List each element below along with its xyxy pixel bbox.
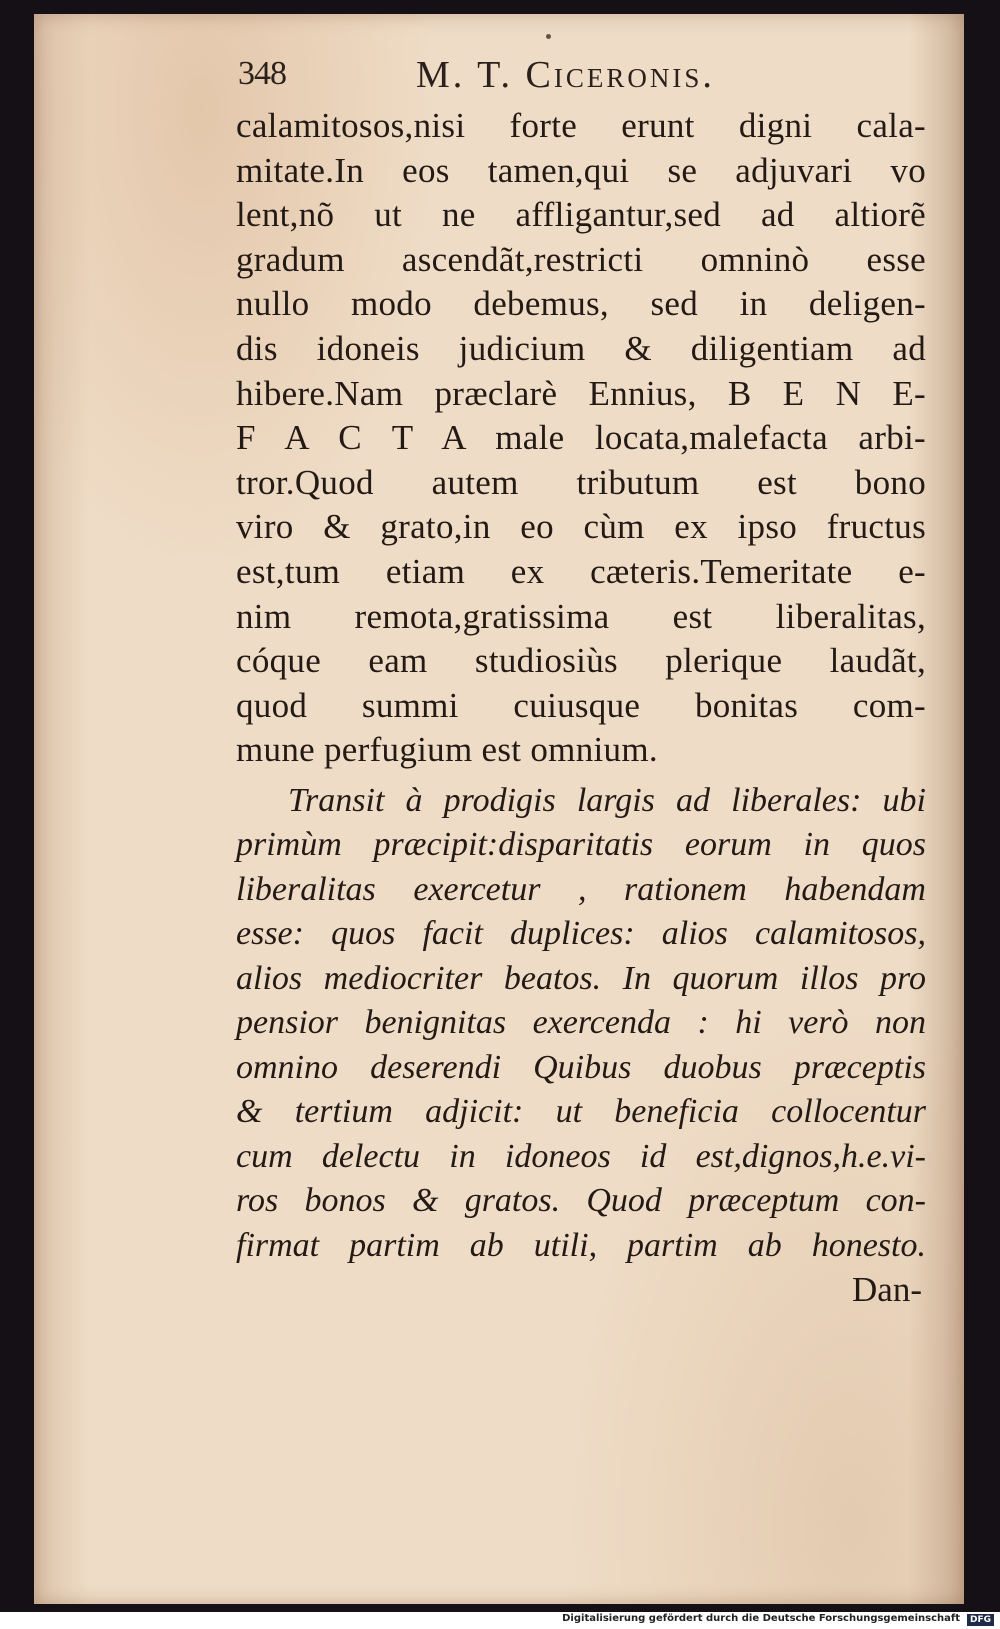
text-line: lent,nõ ut ne affligantur,sed ad altiorẽ: [236, 195, 926, 235]
text-line: hibere.Nam præclarè Ennius, B E N E-: [236, 373, 926, 413]
commentary-line: primùm præcipit:disparitatis eorum in quos: [236, 826, 926, 864]
catchword: Dan-: [852, 1270, 922, 1310]
commentary-line: alios mediocriter beatos. In quorum illos pro: [236, 959, 926, 997]
commentary-line: omnino deserendi Quibus duobus præceptis: [236, 1048, 926, 1086]
text-line: dis idoneis judicium & diligentiam ad: [236, 328, 926, 368]
text-line: viro & grato,in eo cùm ex ipso fructus: [236, 507, 926, 547]
text-line: nullo modo debemus, sed in deligen-: [236, 284, 926, 324]
text-line: quod summi cuiusque bonitas com-: [236, 685, 926, 725]
text-line: mune perfugium est omnium.: [236, 730, 658, 770]
dfg-logo-icon: DFG: [967, 1614, 994, 1626]
text-line: nim remota,gratissima est liberalitas,: [236, 596, 926, 636]
commentary-line: esse: quos facit duplices: alios calamitosos,: [236, 915, 926, 953]
text-line: gradum ascendãt,restricti omninò esse: [236, 239, 926, 279]
commentary-line: & tertium adjicit: ut beneficia collocentur: [236, 1093, 926, 1131]
commentary-line: Transit à prodigis largis ad liberales: ubi: [288, 781, 926, 819]
commentary-line: liberalitas exercetur , rationem habendam: [236, 870, 926, 908]
ink-spot: [546, 34, 551, 39]
footer-bar: [0, 1612, 1000, 1629]
text-line: est,tum etiam ex cæteris.Temeritate e-: [236, 551, 926, 591]
commentary-line: ros bonos & gratos. Quod præceptum con-: [236, 1182, 926, 1220]
running-head: [238, 55, 938, 105]
commentary-line: pensior benignitas exercenda : hi verò non: [236, 1004, 926, 1042]
funding-credit: Digitalisierung gefördert durch die Deutsche Forschungsgemeinschaft: [562, 1613, 960, 1624]
text-line: tror.Quod autem tributum est bono: [236, 462, 926, 502]
text-line: F A C T A male locata,malefacta arbi-: [236, 418, 926, 458]
commentary-line: cum delectu in idoneos id est,dignos,h.e.vi-: [236, 1137, 926, 1175]
text-line: mitate.In eos tamen,qui se adjuvari vo: [236, 150, 926, 190]
text-line: calamitosos,nisi forte erunt digni cala-: [236, 106, 926, 145]
main-text: [236, 104, 926, 1312]
text-line: cóque eam studiosiùs plerique laudãt,: [236, 641, 926, 681]
page-number: 348: [238, 55, 286, 92]
commentary-line: firmat partim ab utili, partim ab honesto.: [236, 1226, 926, 1264]
running-head-title: M. T. Ciceronis.: [416, 54, 715, 96]
